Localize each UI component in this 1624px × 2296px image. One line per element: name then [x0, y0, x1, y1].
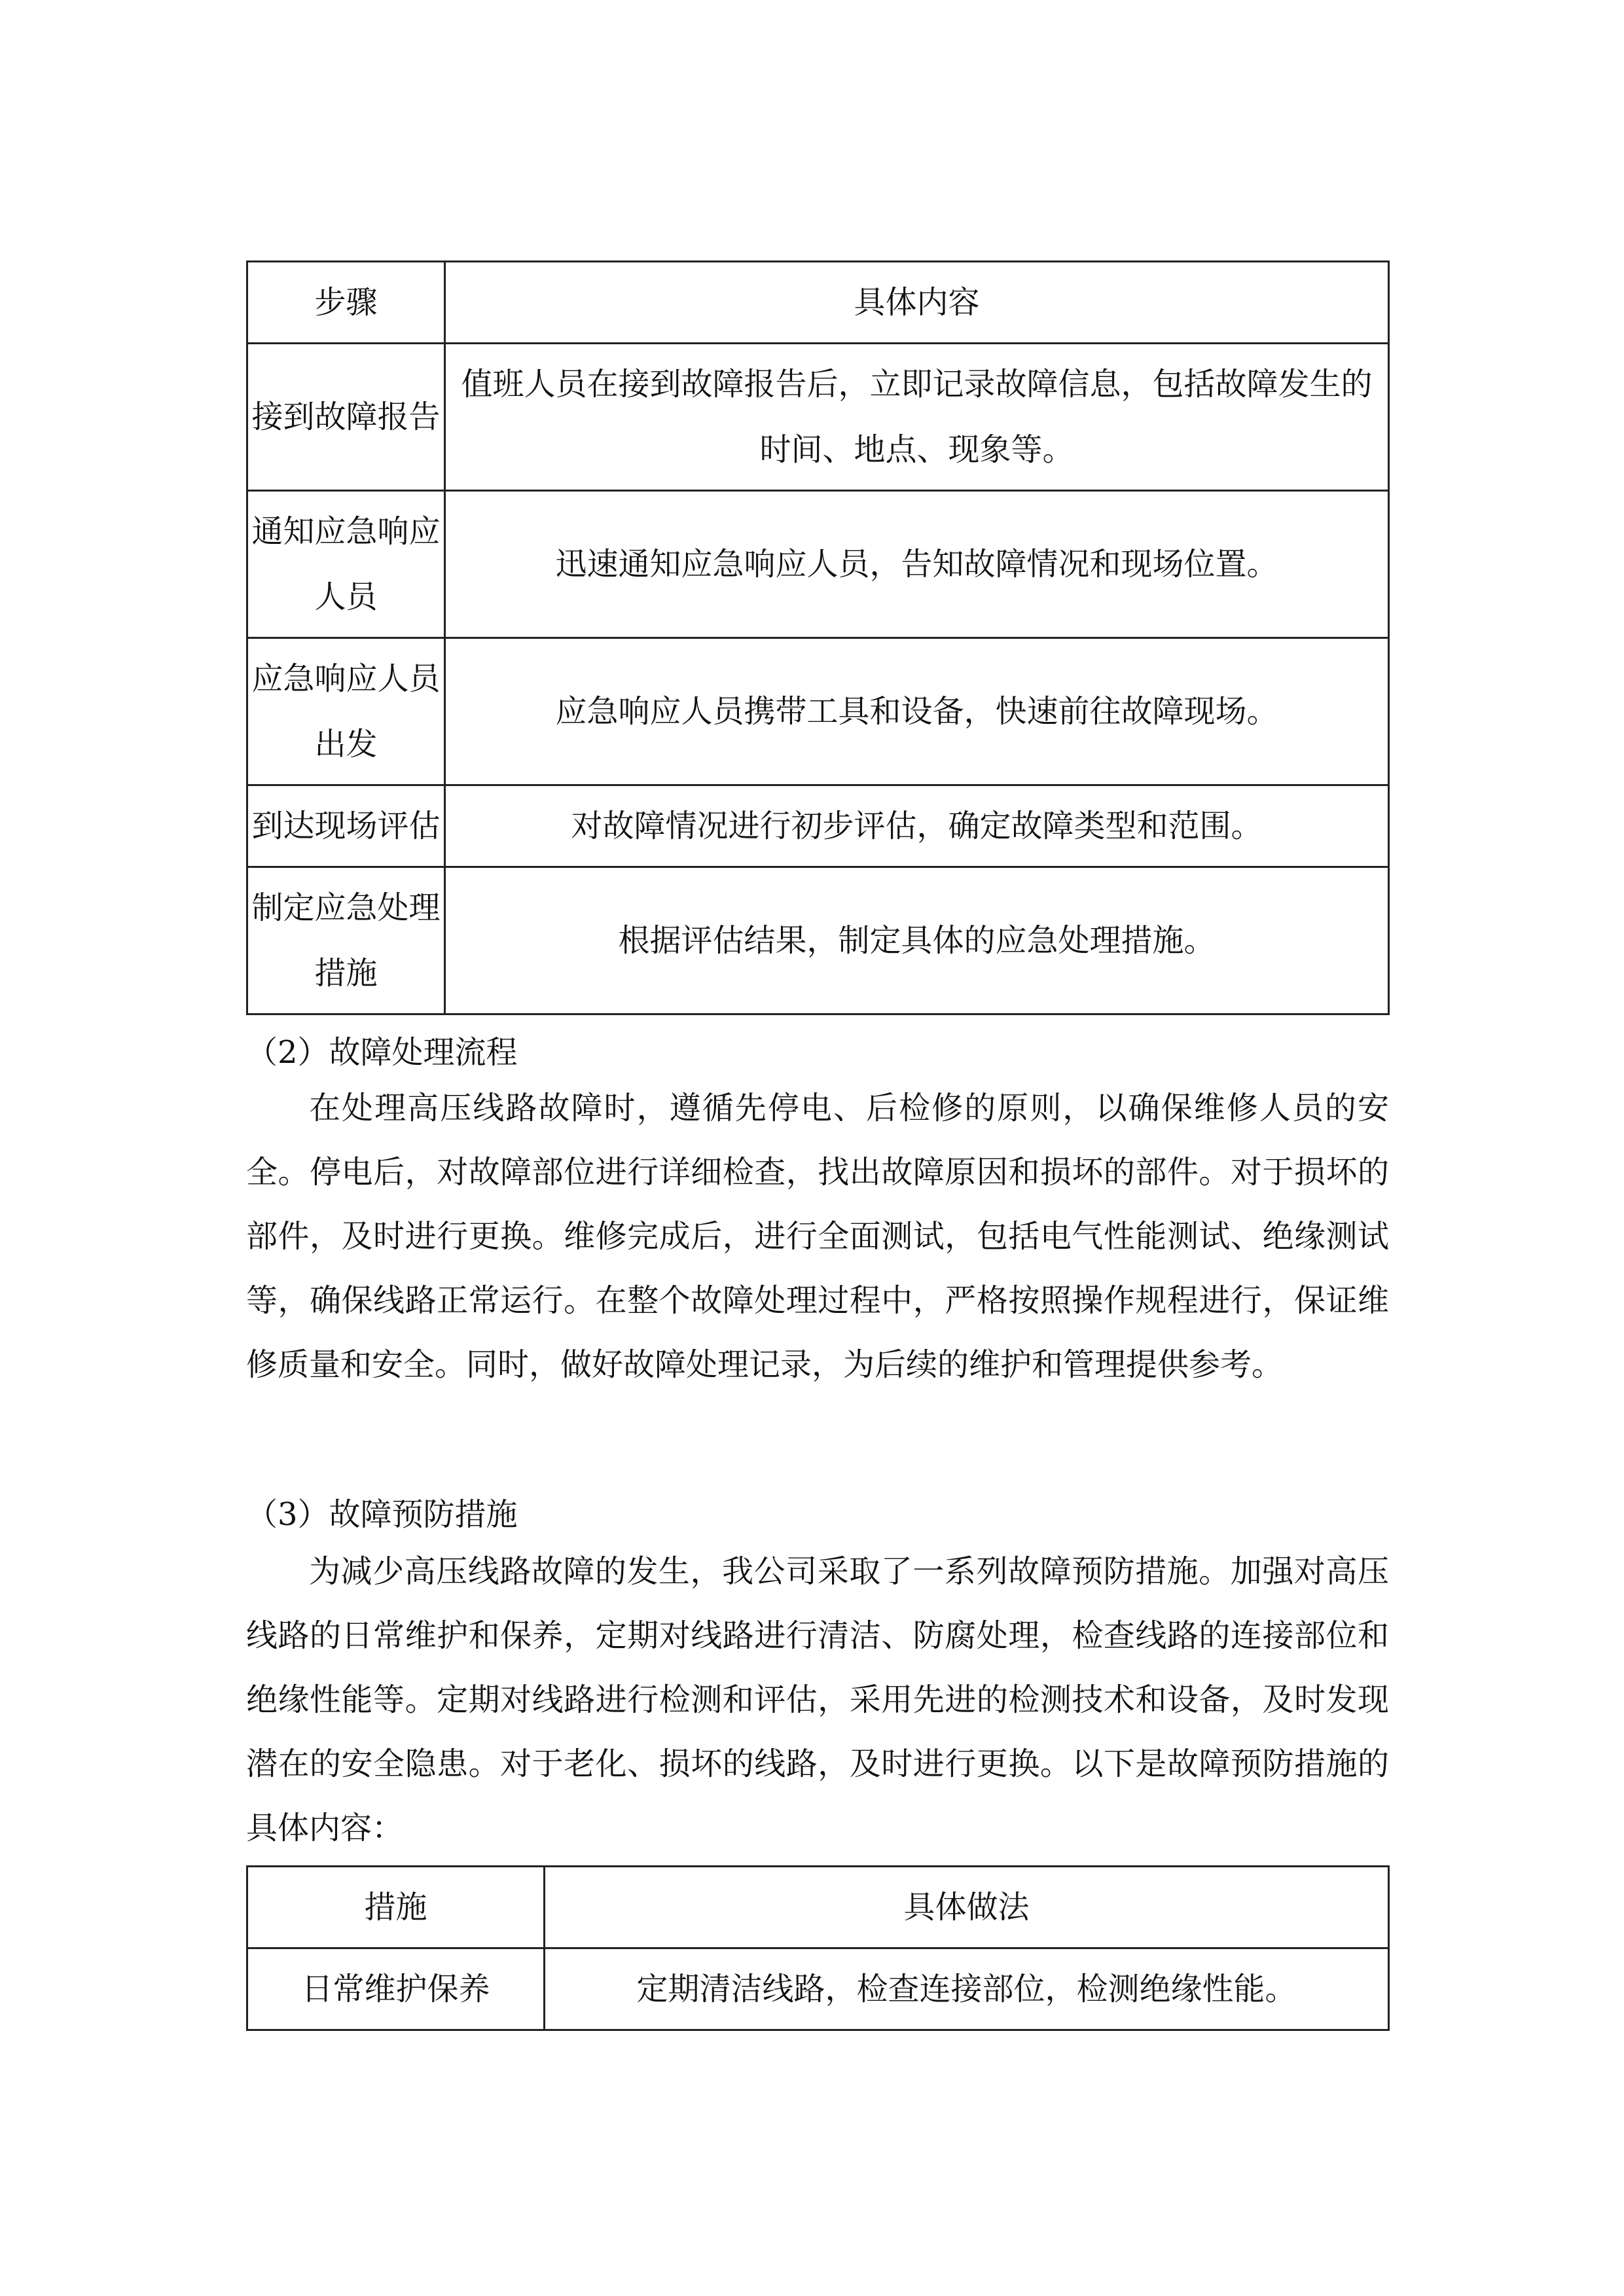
- step-content-cell: 对故障情况进行初步评估，确定故障类型和范围。: [445, 785, 1389, 867]
- step-name-cell: 通知应急响应人员: [247, 491, 445, 638]
- table-row: [247, 785, 1389, 867]
- step-content-cell: 迅速通知应急响应人员，告知故障情况和现场位置。: [445, 491, 1389, 638]
- table-row: [247, 1948, 1389, 2030]
- step-name-cell: 制定应急处理措施: [247, 867, 445, 1014]
- header-cell-measure: 措施: [247, 1867, 545, 1948]
- emergency-steps-table: [246, 260, 1390, 1015]
- table-row: [247, 638, 1389, 785]
- step-content-cell: 值班人员在接到故障报告后，立即记录故障信息，包括故障发生的时间、地点、现象等。: [445, 344, 1389, 491]
- measure-name-cell: 日常维护保养: [247, 1948, 545, 2030]
- paragraph-fault-prevention: 为减少高压线路故障的发生，我公司采取了一系列故障预防措施。加强对高压线路的日常维护和保养，定期对线路进行清洁、防腐处理，检查线路的连接部位和绝缘性能等。定期对线路进行检测和评估，采用先进的检测技术和设备，及时发现潜在的安全隐患。对于老化、损坏的线路，及时进行更换。以下是故障预防措施的具体内容：: [246, 1553, 1389, 1846]
- section-heading-fault-handling: （2）故障处理流程: [246, 1034, 518, 1071]
- section-heading-fault-prevention: （3）故障预防措施: [246, 1496, 518, 1533]
- header-cell-step: 步骤: [247, 262, 445, 344]
- header-cell-content: 具体内容: [445, 262, 1389, 344]
- table-row: [247, 867, 1389, 1014]
- table-header-row: [247, 1867, 1389, 1948]
- prevention-measures-table: [246, 1865, 1390, 2031]
- measure-method-cell: 定期清洁线路，检查连接部位，检测绝缘性能。: [545, 1948, 1389, 2030]
- step-name-cell: 到达现场评估: [247, 785, 445, 867]
- header-cell-method: 具体做法: [545, 1867, 1389, 1948]
- step-name-cell: 接到故障报告: [247, 344, 445, 491]
- paragraph-fault-handling: 在处理高压线路故障时，遵循先停电、后检修的原则，以确保维修人员的安全。停电后，对故障部位进行详细检查，找出故障原因和损坏的部件。对于损坏的部件，及时进行更换。维修完成后，进行全面测试，包括电气性能测试、绝缘测试等，确保线路正常运行。在整个故障处理过程中，严格按照操作规程进行，保证维修质量和安全。同时，做好故障处理记录，为后续的维护和管理提供参考。: [246, 1090, 1389, 1383]
- step-content-cell: 根据评估结果，制定具体的应急处理措施。: [445, 867, 1389, 1014]
- step-name-cell: 应急响应人员出发: [247, 638, 445, 785]
- table-header-row: [247, 262, 1389, 344]
- step-content-cell: 应急响应人员携带工具和设备，快速前往故障现场。: [445, 638, 1389, 785]
- table-row: [247, 491, 1389, 638]
- table-row: [247, 344, 1389, 491]
